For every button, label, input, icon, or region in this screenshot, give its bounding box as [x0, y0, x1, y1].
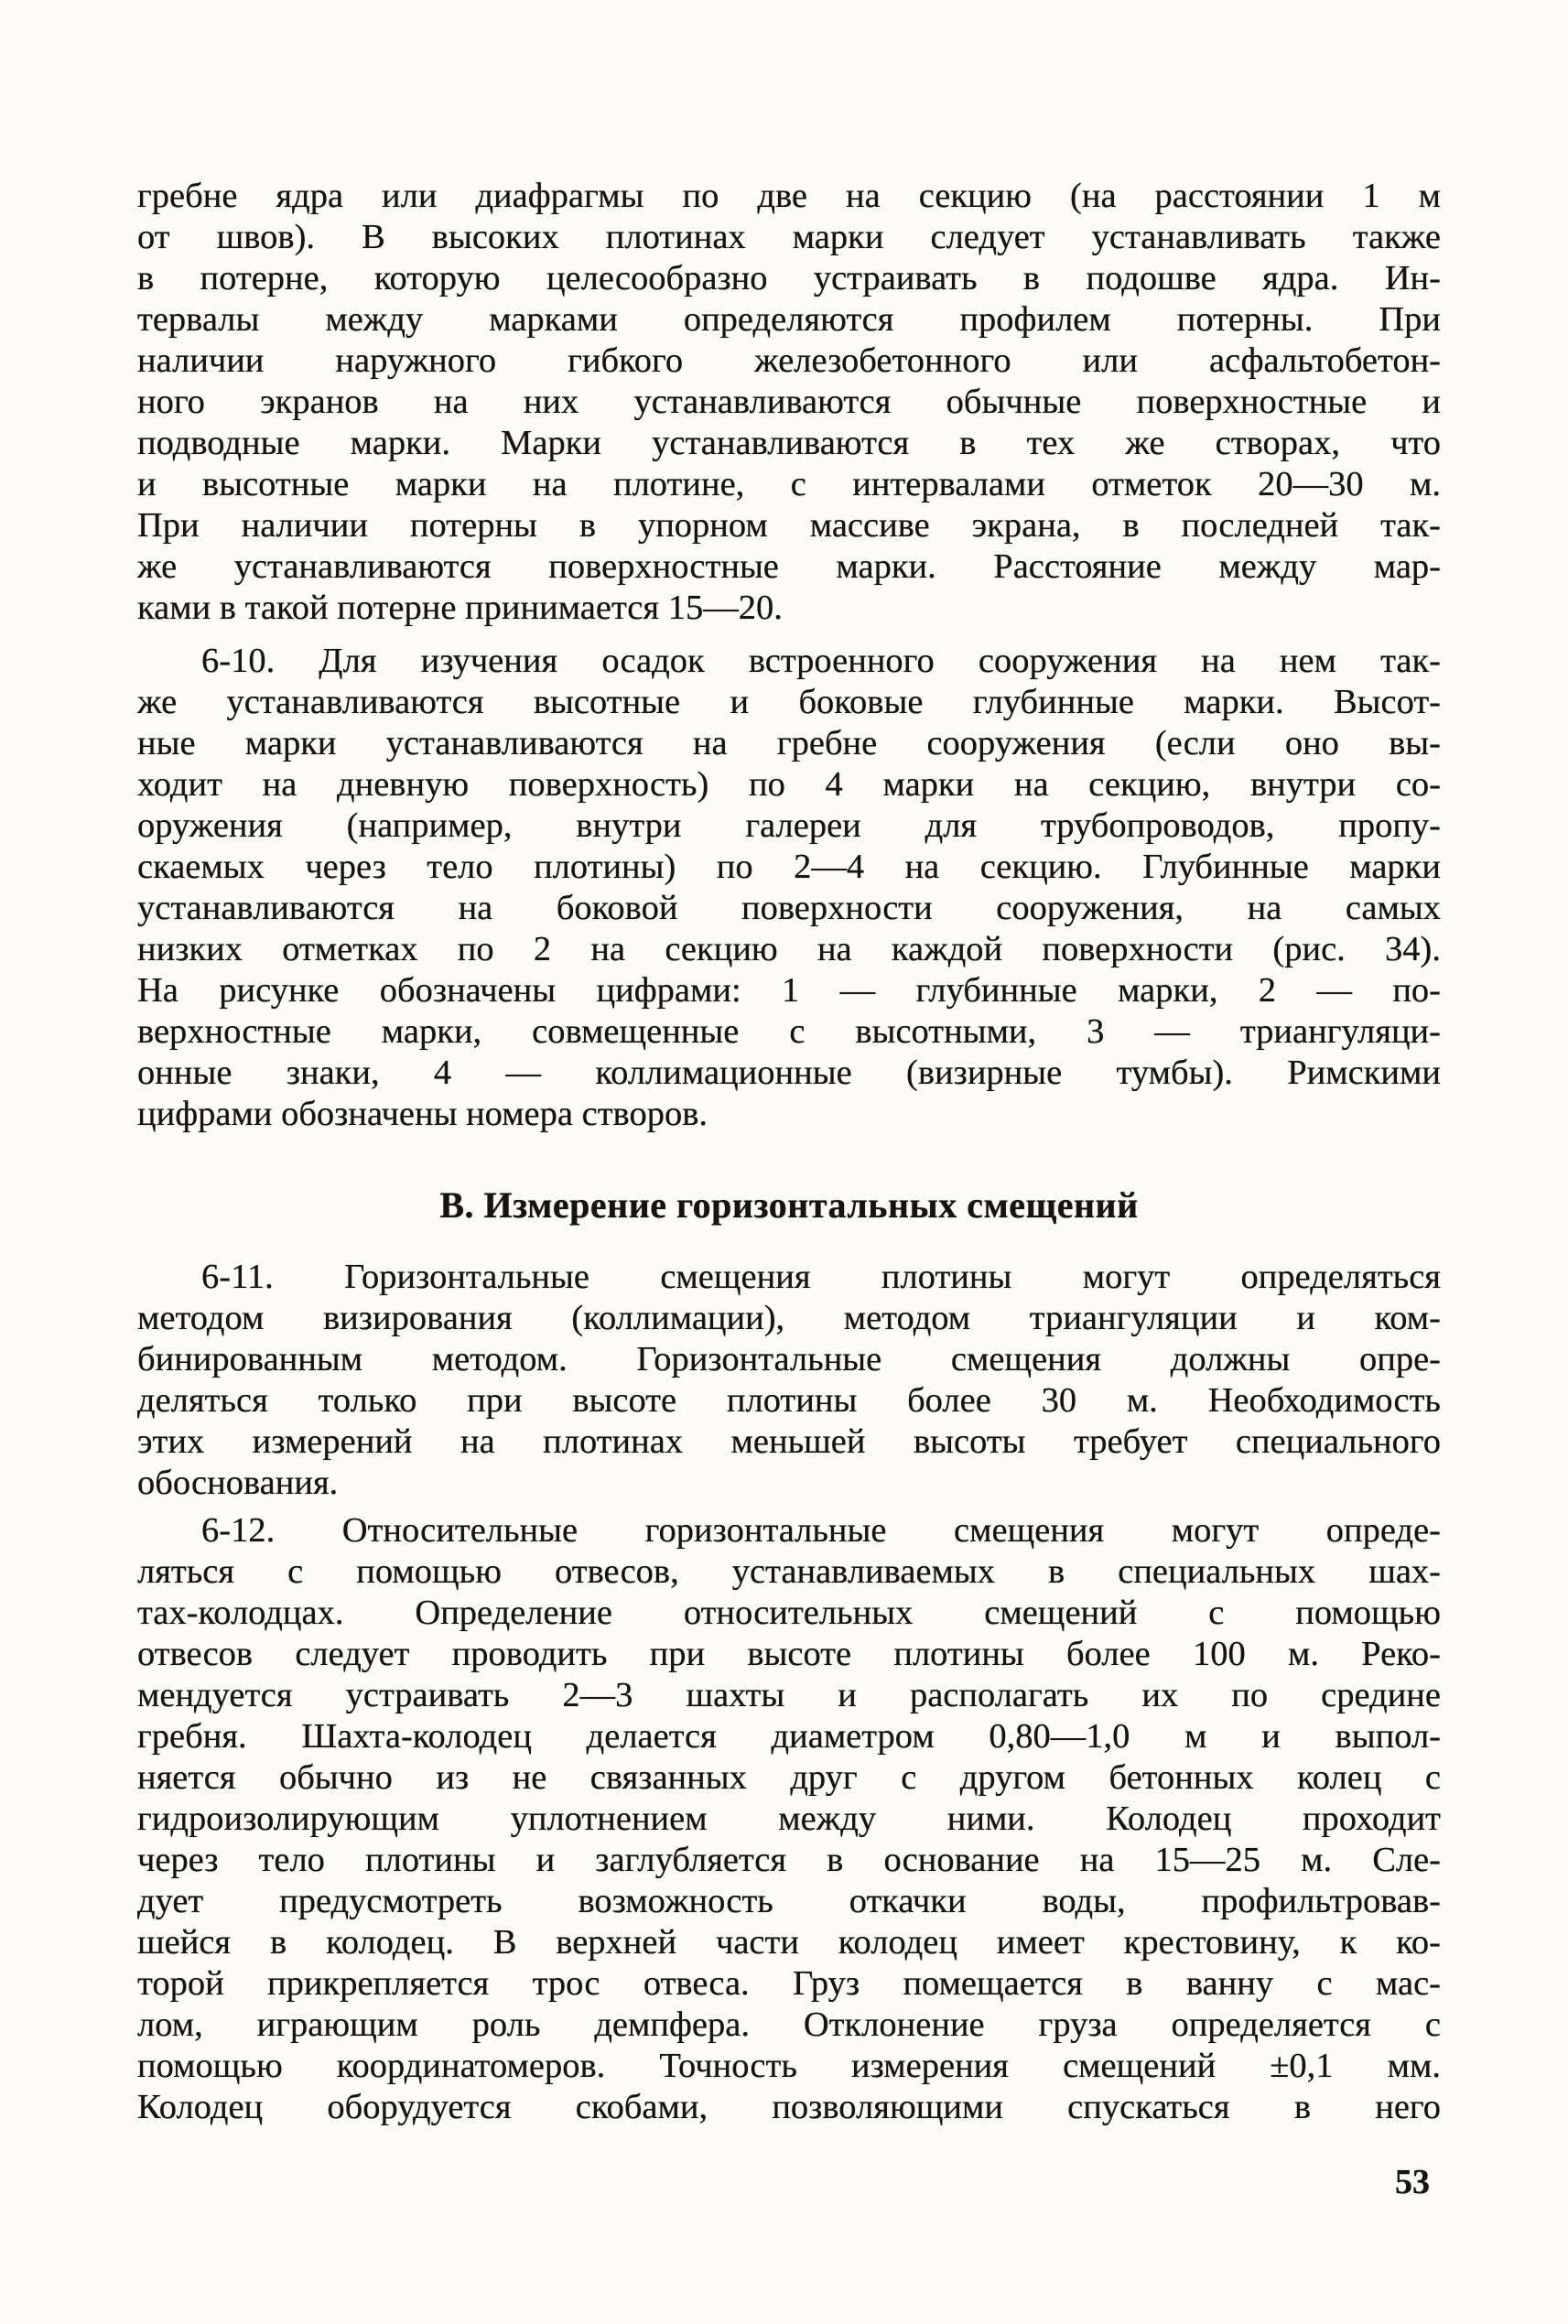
- text-line: ного экранов на них устанавливаются обычные поверхностные и: [137, 383, 1441, 421]
- text-line: устанавливаются на боковой поверхности сооружения, на самых: [137, 889, 1441, 927]
- text-line: онные знаки, 4 — коллимационные (визирные тумбы). Римскими: [137, 1054, 1441, 1092]
- text-line: обоснования.: [137, 1464, 339, 1502]
- text-line: ляться с помощью отвесов, устанавливаемых в специальных шах-: [137, 1552, 1441, 1591]
- text-line: от швов). В высоких плотинах марки следует устанавливать также: [137, 218, 1441, 256]
- paragraph-6-12: [137, 1510, 1441, 2128]
- text-line: дует предусмотреть возможность откачки воды, профильтровав-: [137, 1882, 1441, 1920]
- text-column: [137, 176, 1441, 2128]
- text-line: же устанавливаются поверхностные марки. Расстояние между мар-: [137, 547, 1441, 586]
- text-line: 6-10. Для изучения осадок встроенного сооружения на нем так-: [201, 642, 1441, 680]
- text-line: шейся в колодец. В верхней части колодец имеет крестовину, к ко-: [137, 1923, 1441, 1962]
- text-line: и высотные марки на плотине, с интервалами отметок 20—30 м.: [137, 465, 1441, 503]
- text-line: гидроизолирующим уплотнением между ними. Колодец проходит: [137, 1800, 1441, 1838]
- text-line: няется обычно из не связанных друг с другом бетонных колец с: [137, 1758, 1441, 1797]
- text-line: этих измерений на плотинах меньшей высоты требует специального: [137, 1422, 1441, 1461]
- text-line: подводные марки. Марки устанавливаются в тех же створах, что: [137, 424, 1441, 462]
- text-line: отвесов следует проводить при высоте плотины более 100 м. Реко-: [137, 1635, 1441, 1673]
- text-line: методом визирования (коллимации), методом триангуляции и ком-: [137, 1299, 1441, 1337]
- text-line: тервалы между марками определяются профилем потерны. При: [137, 300, 1441, 339]
- text-line: мендуется устраивать 2—3 шахты и располагать их по средине: [137, 1676, 1441, 1714]
- text-line: Колодец оборудуется скобами, позволяющими спускаться в него: [137, 2088, 1441, 2126]
- text-line: 6-12. Относительные горизонтальные смещения могут опреде-: [201, 1511, 1441, 1550]
- text-line: На рисунке обозначены цифрами: 1 — глубинные марки, 2 — по-: [137, 971, 1441, 1010]
- text-line: цифрами обозначены номера створов.: [137, 1095, 708, 1133]
- text-line: При наличии потерны в упорном массиве экрана, в последней так-: [137, 506, 1441, 545]
- text-line: бинированным методом. Горизонтальные смещения должны опре-: [137, 1340, 1441, 1378]
- text-line: гребне ядра или диафрагмы по две на секцию (на расстоянии 1 м: [137, 177, 1441, 215]
- text-line: верхностные марки, совмещенные с высотными, 3 — триангуляци-: [137, 1012, 1441, 1051]
- text-line: гребня. Шахта-колодец делается диаметром 0,80—1,0 м и выпол-: [137, 1717, 1441, 1756]
- text-line: торой прикрепляется трос отвеса. Груз помещается в ванну с мас-: [137, 1964, 1441, 2003]
- text-line: ные марки устанавливаются на гребне сооружения (если оно вы-: [137, 724, 1441, 762]
- text-line: же устанавливаются высотные и боковые глубинные марки. Высот-: [137, 683, 1441, 721]
- text-line: деляться только при высоте плотины более 30 м. Необходимость: [137, 1381, 1441, 1420]
- text-line: 6-11. Горизонтальные смещения плотины могут определяться: [201, 1258, 1441, 1296]
- text-line: скаемых через тело плотины) по 2—4 на секцию. Глубинные марки: [137, 848, 1441, 886]
- section-heading: В. Измерение горизонтальных смещений: [439, 1184, 1139, 1226]
- text-line: ходит на дневную поверхность) по 4 марки на секцию, внутри со-: [137, 765, 1441, 804]
- paragraph-6-10: [137, 641, 1441, 1135]
- text-line: ками в такой потерне принимается 15—20.: [137, 589, 783, 627]
- paragraph-6-11: [137, 1257, 1441, 1504]
- paragraph-continuation: [137, 176, 1441, 629]
- page-number: 53: [1395, 2163, 1430, 2201]
- text-line: через тело плотины и заглубляется в основание на 15—25 м. Сле-: [137, 1841, 1441, 1879]
- text-line: тах-колодцах. Определение относительных смещений с помощью: [137, 1594, 1441, 1632]
- text-line: наличии наружного гибкого железобетонного или асфальтобетон-: [137, 341, 1441, 380]
- text-line: в потерне, которую целесообразно устраивать в подошве ядра. Ин-: [137, 259, 1441, 297]
- text-line: низких отметках по 2 на секцию на каждой поверхности (рис. 34).: [137, 930, 1441, 968]
- text-line: лом, играющим роль демпфера. Отклонение груза определяется с: [137, 2005, 1441, 2044]
- text-line: оружения (например, внутри галереи для трубопроводов, пропу-: [137, 806, 1441, 845]
- text-line: помощью координатомеров. Точность измерения смещений ±0,1 мм.: [137, 2047, 1441, 2085]
